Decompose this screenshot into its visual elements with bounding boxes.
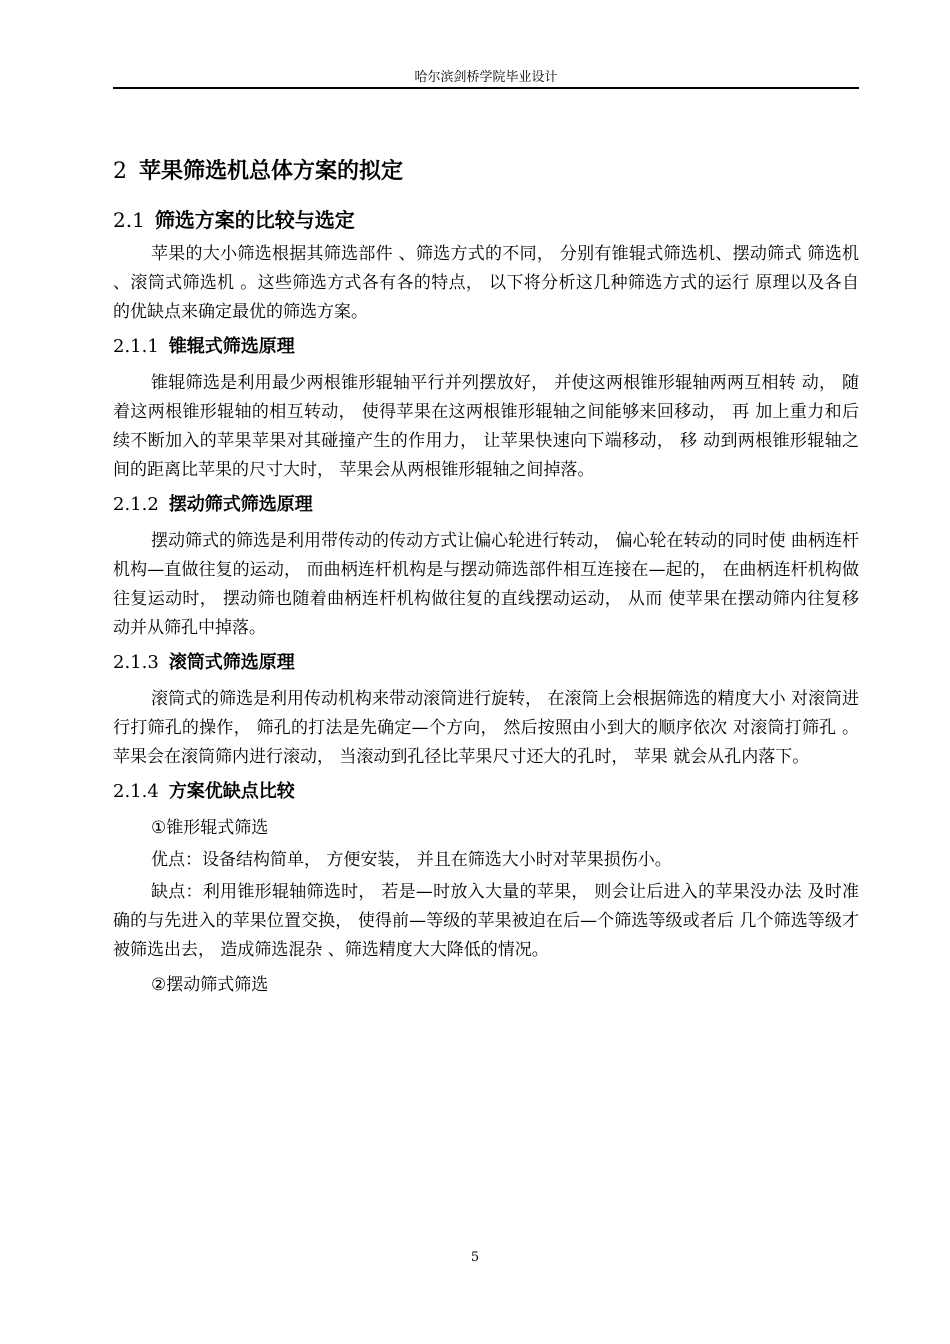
subsection-paragraph: 滚筒式的筛选是利用传动机构来带动滚筒进行旋转， 在滚筒上会根据筛选的精度大小 对滚筒进行打筛孔的操作， 筛孔的打法是先确定—个方向， 然后按照由小到大的顺序依次 对滚筒打筛孔 。苹果会在滚筒筛内进行滚动， 当滚动到孔径比苹果尺寸还大的孔时， 苹果 就会从孔内落下。: [113, 689, 859, 767]
page-header: 哈尔滨剑桥学院毕业设计: [414, 70, 558, 85]
chapter-heading: [113, 152, 859, 192]
subsection-title: 方案优缺点比较: [168, 781, 295, 802]
subsection-heading-2-1-1: [113, 333, 859, 361]
list-item-cone-roller: ①锥形辊式筛选: [151, 818, 269, 838]
page-content: [113, 152, 859, 1003]
subsection-title: 滚筒式筛选原理: [168, 652, 295, 673]
subsection-heading-2-1-2: [113, 491, 859, 519]
page-number: 5: [470, 1250, 480, 1265]
subsection-title: 锥辊式筛选原理: [168, 336, 295, 357]
subsection-heading-2-1-3: [113, 649, 859, 677]
subsection-number: 2.1.2: [113, 494, 159, 515]
intro-paragraph: 苹果的大小筛选根据其筛选部件 、筛选方式的不同， 分别有锥辊式筛选机、摆动筛式 筛选机 、滚筒式筛选机 。这些筛选方式各有各的特点， 以下将分析这几种筛选方式的运行 原理以及各自的优缺点来确定最优的筛选方案。: [113, 244, 859, 322]
chapter-title: 苹果筛选机总体方案的拟定: [139, 159, 404, 184]
subsection-title: 摆动筛式筛选原理: [168, 494, 313, 515]
cons-paragraph: 缺点：利用锥形辊轴筛选时， 若是—时放入大量的苹果， 则会让后进入的苹果没办法 及时准确的与先进入的苹果位置交换， 使得前—等级的苹果被迫在后—个筛选等级或者后 几个筛选等级才被筛选出去， 造成筛选混杂 、筛选精度大大降低的情况。: [113, 882, 859, 960]
pros-paragraph: 优点：设备结构简单， 方便安装， 并且在筛选大小时对苹果损伤小。: [151, 850, 672, 870]
subsection-paragraph: 摆动筛式的筛选是利用带传动的传动方式让偏心轮进行转动， 偏心轮在转动的同时使 曲柄连杆机构—直做往复的运动， 而曲柄连杆机构是与摆动筛选部件相互连接在—起的， 在曲柄连杆机构做往复运动时， 摆动筛也随着曲柄连杆机构做往复的直线摆动运动， 从而 使苹果在摆动筛内往复移动并从筛孔中掉落。: [113, 531, 859, 638]
subsection-number: 2.1.1: [113, 336, 159, 357]
subsection-heading-2-1-4: [113, 778, 859, 806]
subsection-number: 2.1.4: [113, 781, 159, 802]
subsection-paragraph: 锥辊筛选是利用最少两根锥形辊轴平行并列摆放好， 并使这两根锥形辊轴两两互相转 动， 随着这两根锥形辊轴的相互转动， 使得苹果在这两根锥形辊轴之间能够来回移动， 再 加上重力和后续不断加入的苹果苹果对其碰撞产生的作用力， 让苹果快速向下端移动， 移 动到两根锥形辊轴之间的距离比苹果的尺寸大时， 苹果会从两根锥形辊轴之间掉落。: [113, 373, 859, 480]
section-title: 筛选方案的比较与选定: [154, 208, 355, 232]
section-heading: [113, 204, 859, 236]
section-number: 2.1: [113, 208, 145, 232]
subsection-number: 2.1.3: [113, 652, 159, 673]
chapter-number: 2: [113, 159, 127, 184]
header-rule: [113, 87, 859, 89]
list-item-swing-screen: ②摆动筛式筛选: [151, 975, 269, 995]
